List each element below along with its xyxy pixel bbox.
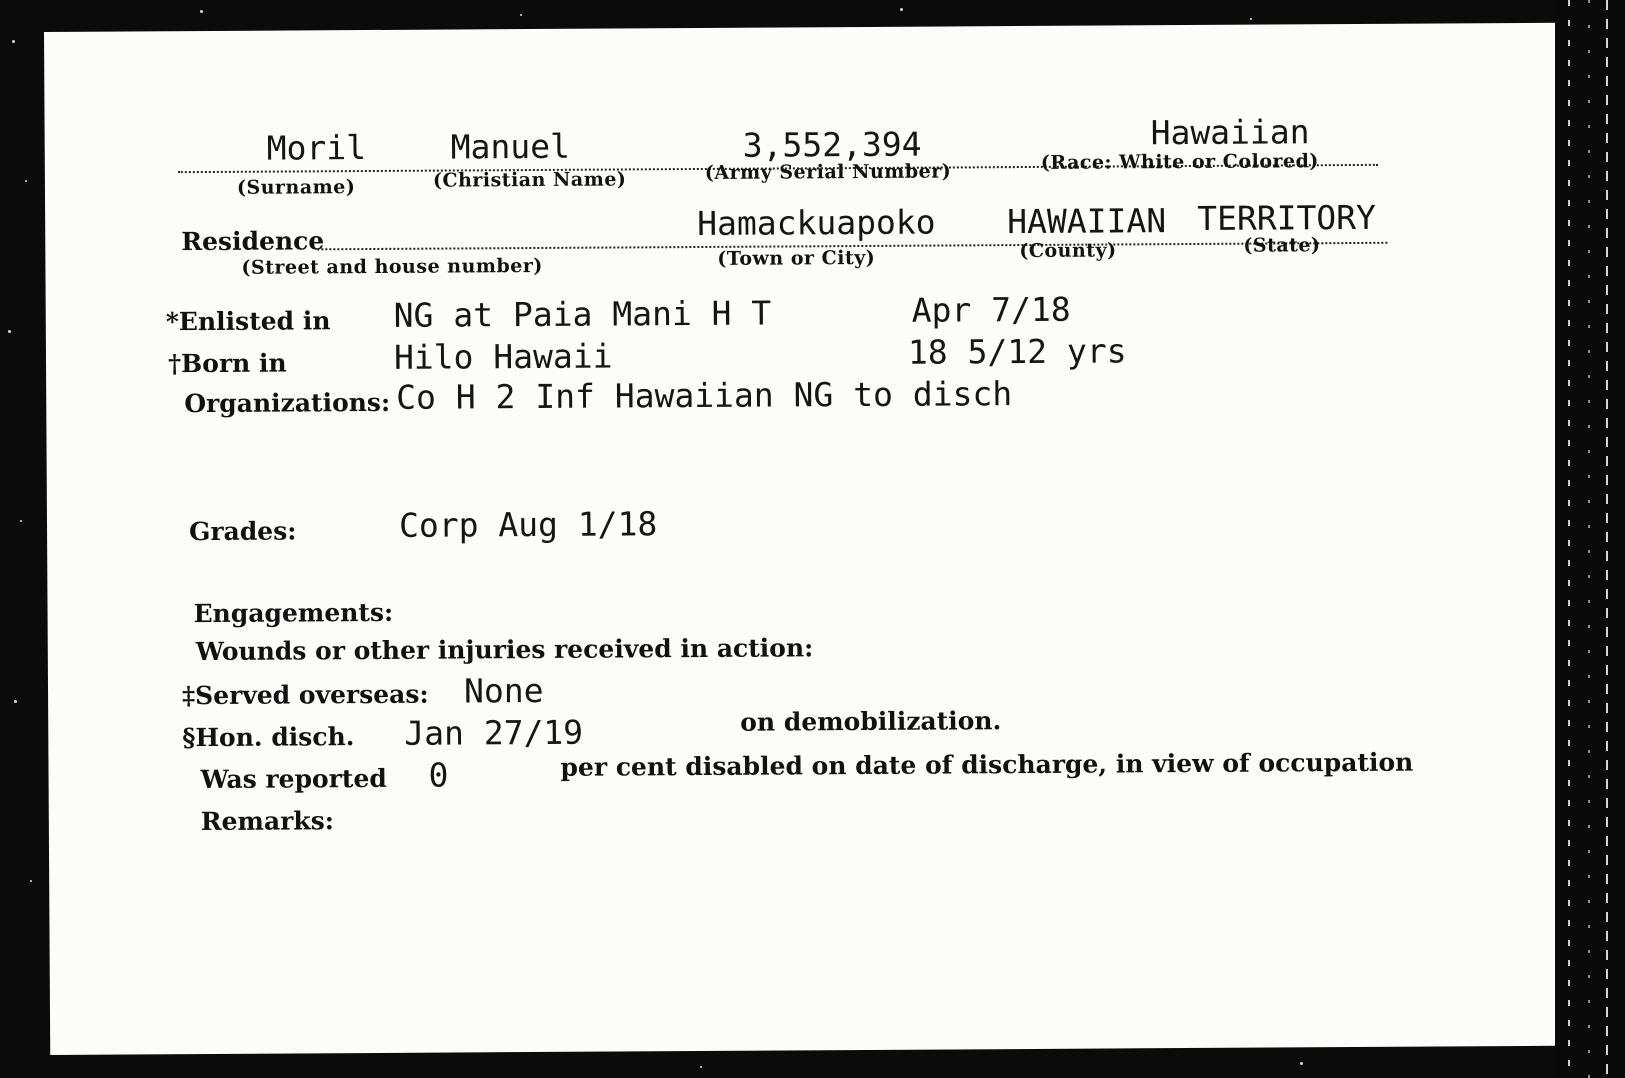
- reported-label: Was reported: [200, 763, 387, 795]
- race-caption: (Race: White or Colored): [1040, 150, 1319, 174]
- serial-number-value: 3,552,394: [742, 124, 922, 165]
- grades-value: Corp Aug 1/18: [398, 504, 658, 545]
- born-age-value: 18 5/12 yrs: [907, 331, 1127, 372]
- town-caption: (Town or City): [717, 246, 876, 270]
- christian-name-value: Manuel: [450, 126, 571, 167]
- served-overseas-label: ‡Served overseas:: [181, 679, 429, 711]
- demobilization-text: on demobilization.: [740, 706, 1002, 737]
- christian-name-caption: (Christian Name): [432, 168, 627, 192]
- county-caption: (County): [1019, 239, 1117, 263]
- enlisted-date-value: Apr 7/18: [911, 289, 1071, 330]
- race-value: Hawaiian: [1150, 112, 1310, 153]
- hon-disch-label: §Hon. disch.: [182, 722, 355, 753]
- state-value: TERRITORY: [1197, 197, 1377, 238]
- organizations-value: Co H 2 Inf Hawaiian NG to disch: [396, 374, 1013, 417]
- county-value: HAWAIIAN: [1007, 201, 1167, 242]
- serial-number-caption: (Army Serial Number): [704, 160, 952, 184]
- born-place-value: Hilo Hawaii: [393, 336, 613, 377]
- organizations-label: Organizations:: [184, 387, 391, 419]
- wounds-label: Wounds or other injuries received in action:: [195, 633, 814, 667]
- engagements-label: Engagements:: [193, 597, 394, 629]
- hon-disch-value: Jan 27/19: [404, 712, 584, 753]
- remarks-label: Remarks:: [200, 806, 335, 837]
- enlisted-place-value: NG at Paia Mani H T: [393, 293, 772, 335]
- town-value: Hamackuapoko: [697, 202, 936, 244]
- state-caption: (State): [1243, 234, 1321, 257]
- disabled-text: per cent disabled on date of discharge, in view of occupation: [560, 747, 1414, 782]
- reported-value: 0: [428, 755, 449, 795]
- served-overseas-value: None: [463, 670, 544, 711]
- surname-caption: (Surname): [236, 176, 356, 199]
- street-caption: (Street and house number): [241, 254, 543, 279]
- surname-value: Moril: [266, 128, 367, 168]
- born-label: †Born in: [167, 348, 287, 379]
- record-card: [44, 23, 1595, 1055]
- grades-label: Grades:: [188, 516, 297, 547]
- scan-edge-right: [1555, 0, 1625, 1078]
- enlisted-label: *Enlisted in: [165, 306, 331, 337]
- residence-label: Residence: [181, 226, 325, 257]
